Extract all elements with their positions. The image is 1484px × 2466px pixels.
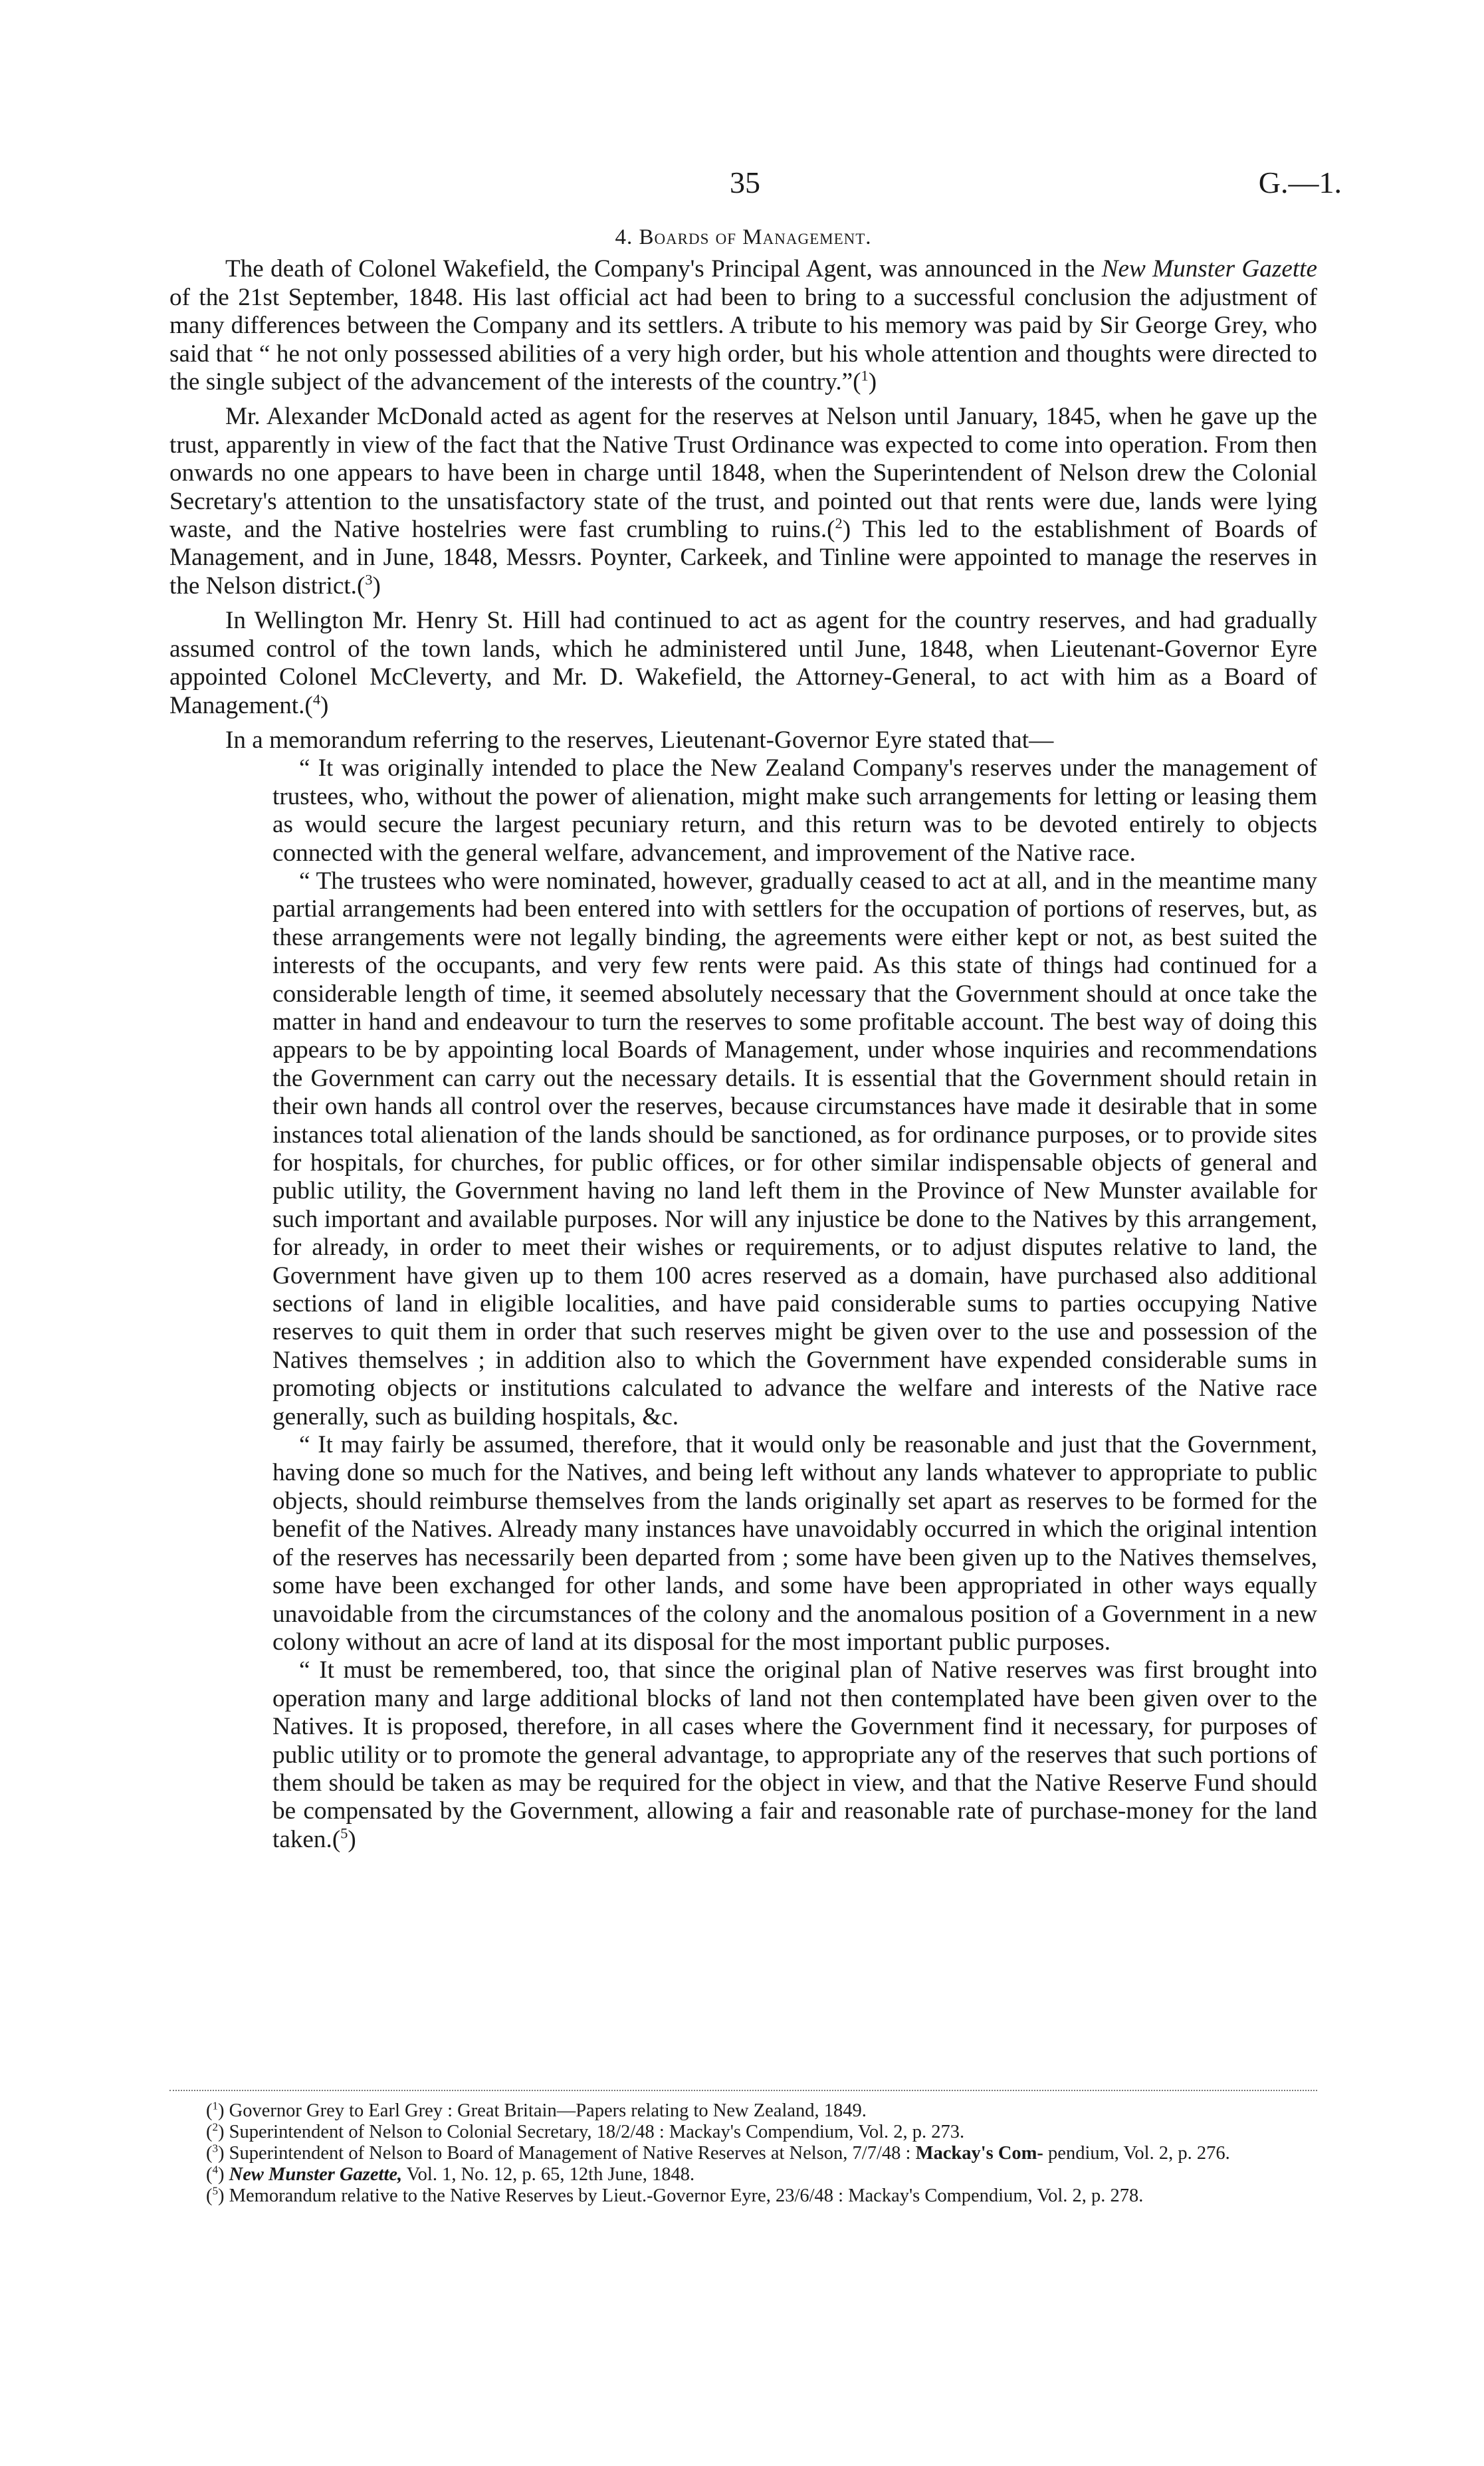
footnote-text: Governor Grey to Earl Grey : Great Britain—Papers relating to New Zealand, 1849. bbox=[229, 2100, 867, 2121]
section-title: Boards of Management. bbox=[639, 225, 872, 249]
paragraph-text: Mr. Alexander McDonald acted as agent for the reserves at Nelson until January, 1845, when he gave up the trust, apparently in view of the fact that the Native Trust Ordinance was expected to come into operation. From then onwards no one appears to have been in charge until 1848, when the Superintendent of Nelson drew the Colonial Secretary's attention to the unsatisfactory state of the trust, and pointed out that rents were due, lands were lying waste, and the Native hostelries were fast crumbling to ruins.( bbox=[169, 403, 1317, 544]
footnote-3: ($^3$) Superintendent of Nelson to Board of Management of Native Reserves at Nelson, 7/7/48 : Mackay's Com- pendium, Vol. 2, p. 276. bbox=[206, 2142, 1230, 2164]
footnote-ref: 2 bbox=[835, 514, 843, 532]
publication-title: New Munster Gazette bbox=[1101, 255, 1317, 283]
footnote-4: ($^4$) New Munster Gazette, Vol. 1, No. 12, p. 65, 12th June, 1848. bbox=[206, 2163, 695, 2185]
footnote-ref: 1 bbox=[861, 367, 869, 384]
footnote-divider bbox=[169, 2090, 1317, 2091]
footnote-text: Superintendent of Nelson to Colonial Secretary, 18/2/48 : Mackay's Compendium, Vol. 2, p. 273. bbox=[229, 2122, 965, 2142]
footnote-text: pendium, Vol. 2, p. 276. bbox=[1048, 2143, 1230, 2164]
footnote-number: 4 bbox=[212, 2163, 219, 2176]
footnote-number: 2 bbox=[212, 2120, 219, 2134]
paragraph-3: In Wellington Mr. Henry St. Hill had continued to act as agent for the country reserves, and had gradually assumed control of the town lands, which he administered until June, 1848, when Lieutenant-Governor Eyre appointed Colonel McCleverty, and Mr. D. Wakefield, the Attorney-General, to act with him as a Board of Management.($^4$) bbox=[169, 607, 1317, 719]
quote-paragraph-2: “ The trustees who were nominated, however, gradually ceased to act at all, and in the meantime many partial arrangements had been entered into with settlers for the occupation of portions of reserves, but, as these arrangements were not legally binding, the agreements were either kept or not, as best suited the interests of the occupants, and very few rents were paid. As this state of things had continued for a considerable length of time, it seemed absolutely necessary that the Government should at once take the matter in hand and endeavour to turn the reserves to some profitable account. The best way of doing this appears to be by appointing local Boards of Management, under whose inquiries and recommendations the Government can carry out the necessary details. It is essential that the Government should retain in their own hands all control over the reserves, because circumstances have made it desirable that in some instances total alienation of the lands should be sanctioned, as for ordinance purposes, or to provide sites for hospitals, for churches, for public offices, or for other similar indispensable objects of general and public utility, the Government having no land left them in the Province of New Munster available for such important and available purposes. Nor will any injustice be done to the Natives by this arrangement, for already, in order to meet their wishes or requirements, or to adjust disputes relative to land, the Government have given up to them 100 acres reserved as a domain, have purchased also additional sections of land in eligible localities, and have paid considerable sums to parties occupying Native reserves to quit them in order that such reserves might be given over to the use and possession of the Natives themselves ; in addition also to which the Government have expended considerable sums in promoting objects or institutions calculated to advance the welfare and interests of the Native race generally, such as building hospitals, &c. bbox=[272, 867, 1317, 1430]
section-heading bbox=[169, 223, 1317, 251]
paragraph-4: In a memorandum referring to the reserves, Lieutenant-Governor Eyre stated that— bbox=[225, 726, 1054, 754]
footnote-ref: 5 bbox=[340, 1825, 348, 1842]
section-number: 4. bbox=[615, 225, 633, 249]
paragraph-text: of the 21st September, 1848. His last official act had been to bring to a successful conclusion the adjustment of many differences between the Company and its settlers. A tribute to his memory was paid by Sir George Grey, who said that “ he not only possessed abilities of a very high order, but his whole attention and thoughts were directed to the single subject of the advancement of the interests of the country.”( bbox=[169, 283, 1317, 396]
quote-paragraph-4: “ It must be remembered, too, that since the original plan of Native reserves was first brought into operation many and large additional blocks of land not then contemplated have been given over to the Natives. It is proposed, therefore, in all cases where the Government find it necessary, for purposes of public utility or to promote the general advantage, to appropriate any of the reserves that such portions of them should be taken as may be required for the object in view, and that the Native Reserve Fund should be compensated by the Government, allowing a fair and reasonable rate of purchase-money for the land taken.($^5$) bbox=[272, 1656, 1317, 1853]
footnote-ref: 3 bbox=[365, 571, 373, 588]
footnote-2: ($^2$) Superintendent of Nelson to Colonial Secretary, 18/2/48 : Mackay's Compendium, Vol. 2, p. 273. bbox=[206, 2120, 965, 2142]
footnote-1: ($^1$) Governor Grey to Earl Grey : Great Britain—Papers relating to New Zealand, 1849. bbox=[206, 2099, 867, 2121]
quote-paragraph-3: “ It may fairly be assumed, therefore, that it would only be reasonable and just that the Government, having done so much for the Natives, and being left without any lands whatever to appropriate to public objects, should reimburse themselves from the lands originally set apart as reserves to be formed for the benefit of the Natives. Already many instances have unavoidably occurred in which the original intention of the reserves has necessarily been departed from ; some have been given up to the Natives themselves, some have been exchanged for other lands, and some have been appropriated in other ways equally unavoidable from the circumstances of the colony and the anomalous position of a Government in a new colony without an acre of land at its disposal for the most important public purposes. bbox=[272, 1431, 1317, 1656]
footnote-5: ($^5$) Memorandum relative to the Native Reserves by Lieut.-Governor Eyre, 23/6/48 : Mackay's Compendium, Vol. 2, p. 278. bbox=[206, 2184, 1144, 2206]
page-number: 35 bbox=[730, 166, 760, 199]
paragraph-text: In Wellington Mr. Henry St. Hill had continued to act as agent for the country reserves, and had gradually assumed control of the town lands, which he administered until June, 1848, when Lieutenant-Governor Eyre appointed Colonel McCleverty, and Mr. D. Wakefield, the Attorney-General, to act with him as a Board of Management.( bbox=[169, 607, 1317, 719]
quote-text: “ It must be remembered, too, that since the original plan of Native reserves was first brought into operation many and large additional blocks of land not then contemplated have been given over to the Natives. It is proposed, therefore, in all cases where the Government find it necessary, for purposes of public utility or to promote the general advantage, to appropriate any of the reserves that such portions of them should be taken as may be required for the object in view, and that the Native Reserve Fund should be compensated by the Government, allowing a fair and reasonable rate of purchase-money for the land taken.( bbox=[272, 1656, 1317, 1853]
footnote-number: 5 bbox=[212, 2184, 219, 2197]
document-reference: G.—1. bbox=[1258, 166, 1342, 199]
footnote-text: Vol. 1, No. 12, p. 65, 12th June, 1848. bbox=[402, 2164, 695, 2185]
footnote-text: Memorandum relative to the Native Reserves by Lieut.-Governor Eyre, 23/6/48 : Mackay's Compendium, Vol. 2, p. 278. bbox=[229, 2186, 1144, 2206]
footnote-number: 1 bbox=[212, 2099, 219, 2112]
footnotes bbox=[169, 2100, 1317, 2207]
paragraph-text: The death of Colonel Wakefield, the Company's Principal Agent, was announced in the bbox=[225, 255, 1102, 283]
footnote-bold-text: Mackay's Com- bbox=[915, 2143, 1043, 2164]
paragraph-1: The death of Colonel Wakefield, the Company's Principal Agent, was announced in the New Munster Gazette of the 21st September, 1848. His last official act had been to bring to a successful conclusion the adjustment of many differences between the Company and its settlers. A tribute to his memory was paid by Sir George Grey, who said that “ he not only possessed abilities of a very high order, but his whole attention and thoughts were directed to the single subject of the advancement of the interests of the country.”($^1$) bbox=[169, 255, 1317, 396]
footnote-text: Superintendent of Nelson to Board of Management of Native Reserves at Nelson, 7/7/48 : bbox=[229, 2143, 916, 2164]
footnote-number: 3 bbox=[212, 2142, 219, 2155]
paragraph-text: ) This led to the establishment of Boards of Management, and in June, 1848, Messrs. Poynter, Carkeek, and Tinline were appointed to manage the reserves in the Nelson district.( bbox=[169, 516, 1317, 600]
footnote-ref: 4 bbox=[312, 691, 320, 708]
body-text bbox=[169, 223, 1317, 1854]
paragraph-2: Mr. Alexander McDonald acted as agent for the reserves at Nelson until January, 1845, when he gave up the trust, apparently in view of the fact that the Native Trust Ordinance was expected to come into operation. From then onwards no one appears to have been in charge until 1848, when the Superintendent of Nelson drew the Colonial Secretary's attention to the unsatisfactory state of the trust, and pointed out that rents were due, lands were lying waste, and the Native hostelries were fast crumbling to ruins.($^2$) This led to the establishment of Boards of Management, and in June, 1848, Messrs. Poynter, Carkeek, and Tinline were appointed to manage the reserves in the Nelson district.($^3$) bbox=[169, 403, 1317, 600]
quote-paragraph-1: “ It was originally intended to place the New Zealand Company's reserves under the management of trustees, who, without the power of alienation, might make such arrangements for letting or leasing them as would secure the largest pecuniary return, and this return was to be devoted entirely to objects connected with the general welfare, advancement, and improvement of the Native race. bbox=[272, 754, 1317, 867]
publication-title: New Munster Gazette, bbox=[229, 2164, 403, 2185]
